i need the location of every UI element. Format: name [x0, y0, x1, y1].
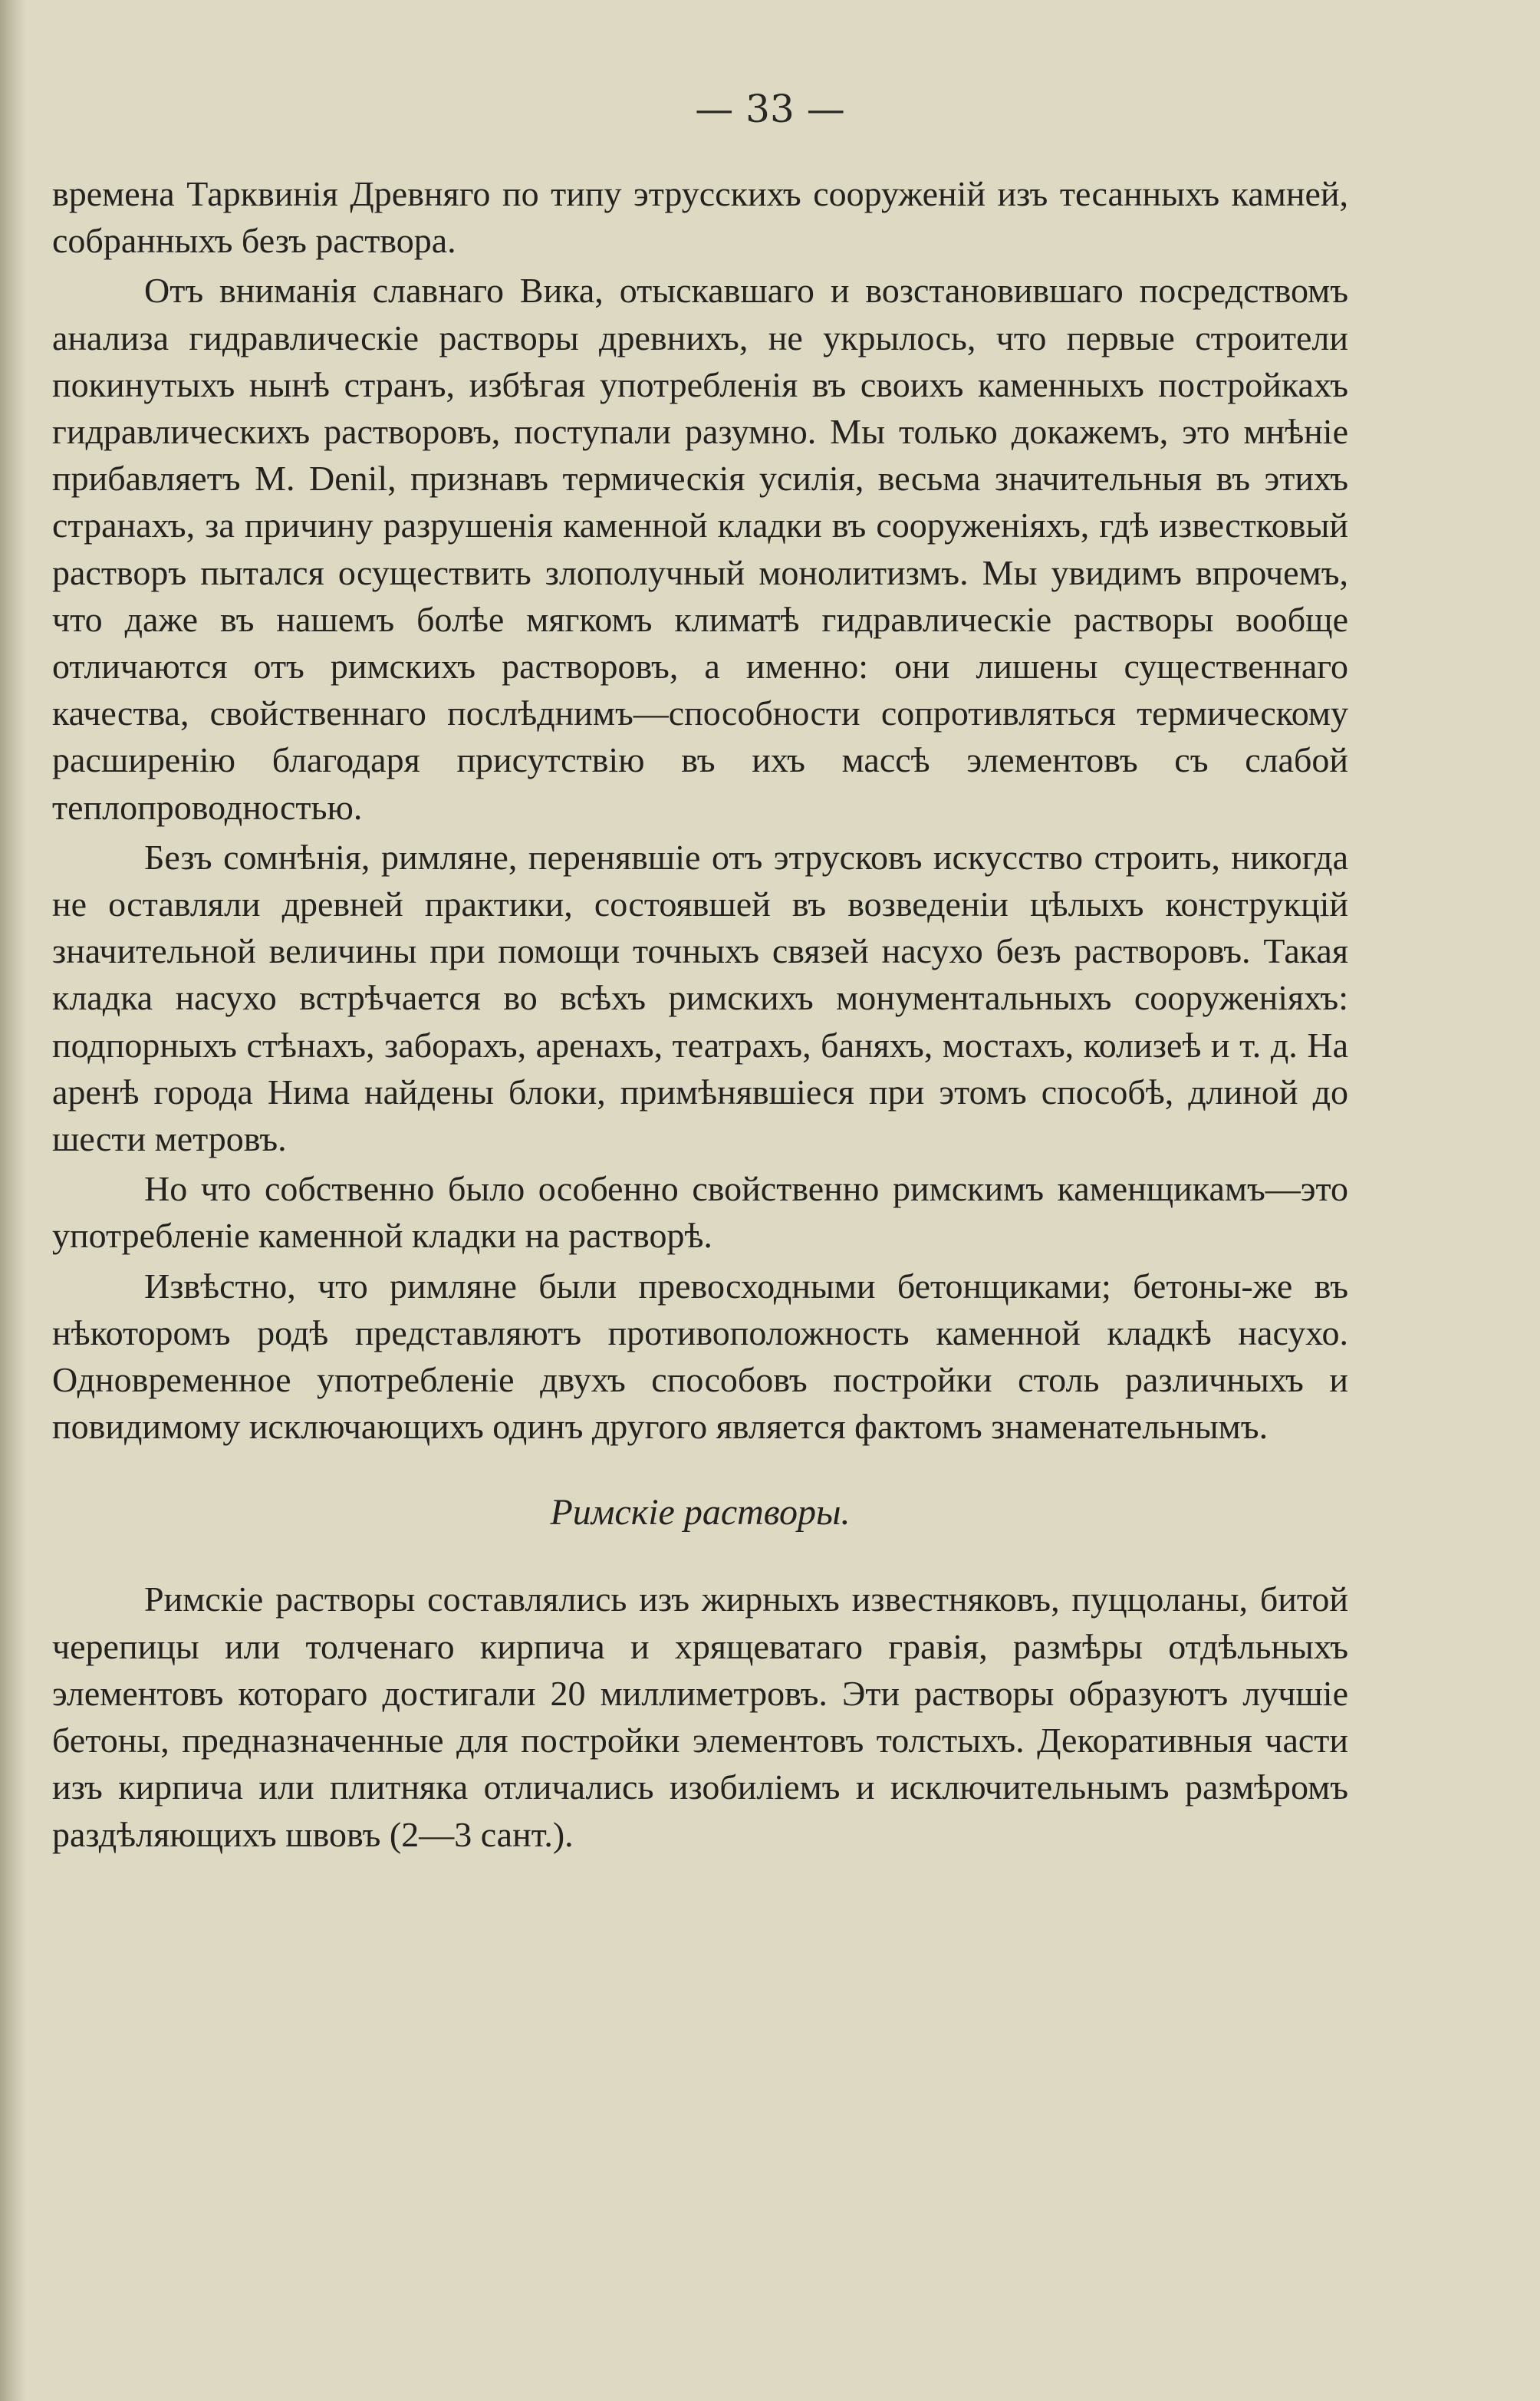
paragraph-vik-hydraulic-mortars: Отъ вниманія славнаго Вика, отыскавшаго и возстановившаго посредствомъ анализа гидравлическіе растворы древнихъ, не укрылось, что первые строители покинутыхъ нынѣ странъ, избѣгая употребленія въ своихъ каменныхъ постройкахъ гидравлическихъ растворовъ, поступали разумно. Мы только докажемъ, это мнѣніе прибавляетъ M. Denil, признавъ термическія усилія, весьма значительныя въ этихъ странахъ, за причину разрушенія каменной кладки въ сооруженіяхъ, гдѣ известковый растворъ пытался осуществить злополучный монолитизмъ. Мы увидимъ впрочемъ, что даже въ нашемъ болѣе мягкомъ климатѣ гидравлическіе растворы вообще отличаются отъ римскихъ растворовъ, а именно: они лишены существеннаго качества, свойственнаго послѣднимъ—способности сопротивляться термическому расширенію благодаря присутствію въ ихъ массѣ элементовъ съ слабой теплопроводностью.	[52, 271, 1348, 827]
section-heading-roman-mortars: Римскіе растворы.	[550, 1492, 851, 1533]
paragraph-mortar-masonry: Но что собственно было особенно свойственно римскимъ каменщикамъ—это употребленіе каменной кладки на растворѣ.	[52, 1169, 1348, 1256]
paragraph-roman-dry-masonry: Безъ сомнѣнія, римляне, перенявшіе отъ этрусковъ искусство строить, никогда не оставляли древней практики, состоявшей въ возведеніи цѣлыхъ конструкцій значительной величины при помощи точныхъ связей насухо безъ растворовъ. Такая кладка насухо встрѣчается во всѣхъ римскихъ монументальныхъ сооруженіяхъ: подпорныхъ стѣнахъ, заборахъ, аренахъ, театрахъ, баняхъ, мостахъ, колизеѣ и т. д. На аренѣ города Нима найдены блоки, примѣнявшіеся при этомъ способѣ, длиной до шести метровъ.	[52, 837, 1348, 1159]
page-number: — 33 —	[695, 87, 845, 131]
page-binding-edge	[0, 0, 26, 2401]
page-body	[52, 170, 1348, 1858]
paragraph-roman-concrete: Извѣстно, что римляне были превосходными бетонщиками; бетоны-же въ нѣкоторомъ родѣ представляютъ противоположность каменной кладкѣ насухо. Одновременное употребленіе двухъ способовъ постройки столь различныхъ и повидимому исключающихъ одинъ другого является фактомъ знаменательнымъ.	[52, 1266, 1348, 1447]
paragraph-roman-mortar-composition: Римскіе растворы составлялись изъ жирныхъ известняковъ, пуццоланы, битой черепицы или толченаго кирпича и хрящеватаго гравія, размѣры отдѣльныхъ элементовъ котораго достигали 20 миллиметровъ. Эти растворы образуютъ лучшіе бетоны, предназначенные для постройки элементовъ толстыхъ. Декоративныя части изъ кирпича или плитняка отличались изобиліемъ и исключительнымъ размѣромъ раздѣляющихъ швовъ (2—3 сант.).	[52, 1579, 1348, 1854]
paragraph-continuation: времена Тарквинія Древняго по типу этрусскихъ сооруженій изъ тесанныхъ камней, собранныхъ безъ раствора.	[52, 174, 1348, 261]
